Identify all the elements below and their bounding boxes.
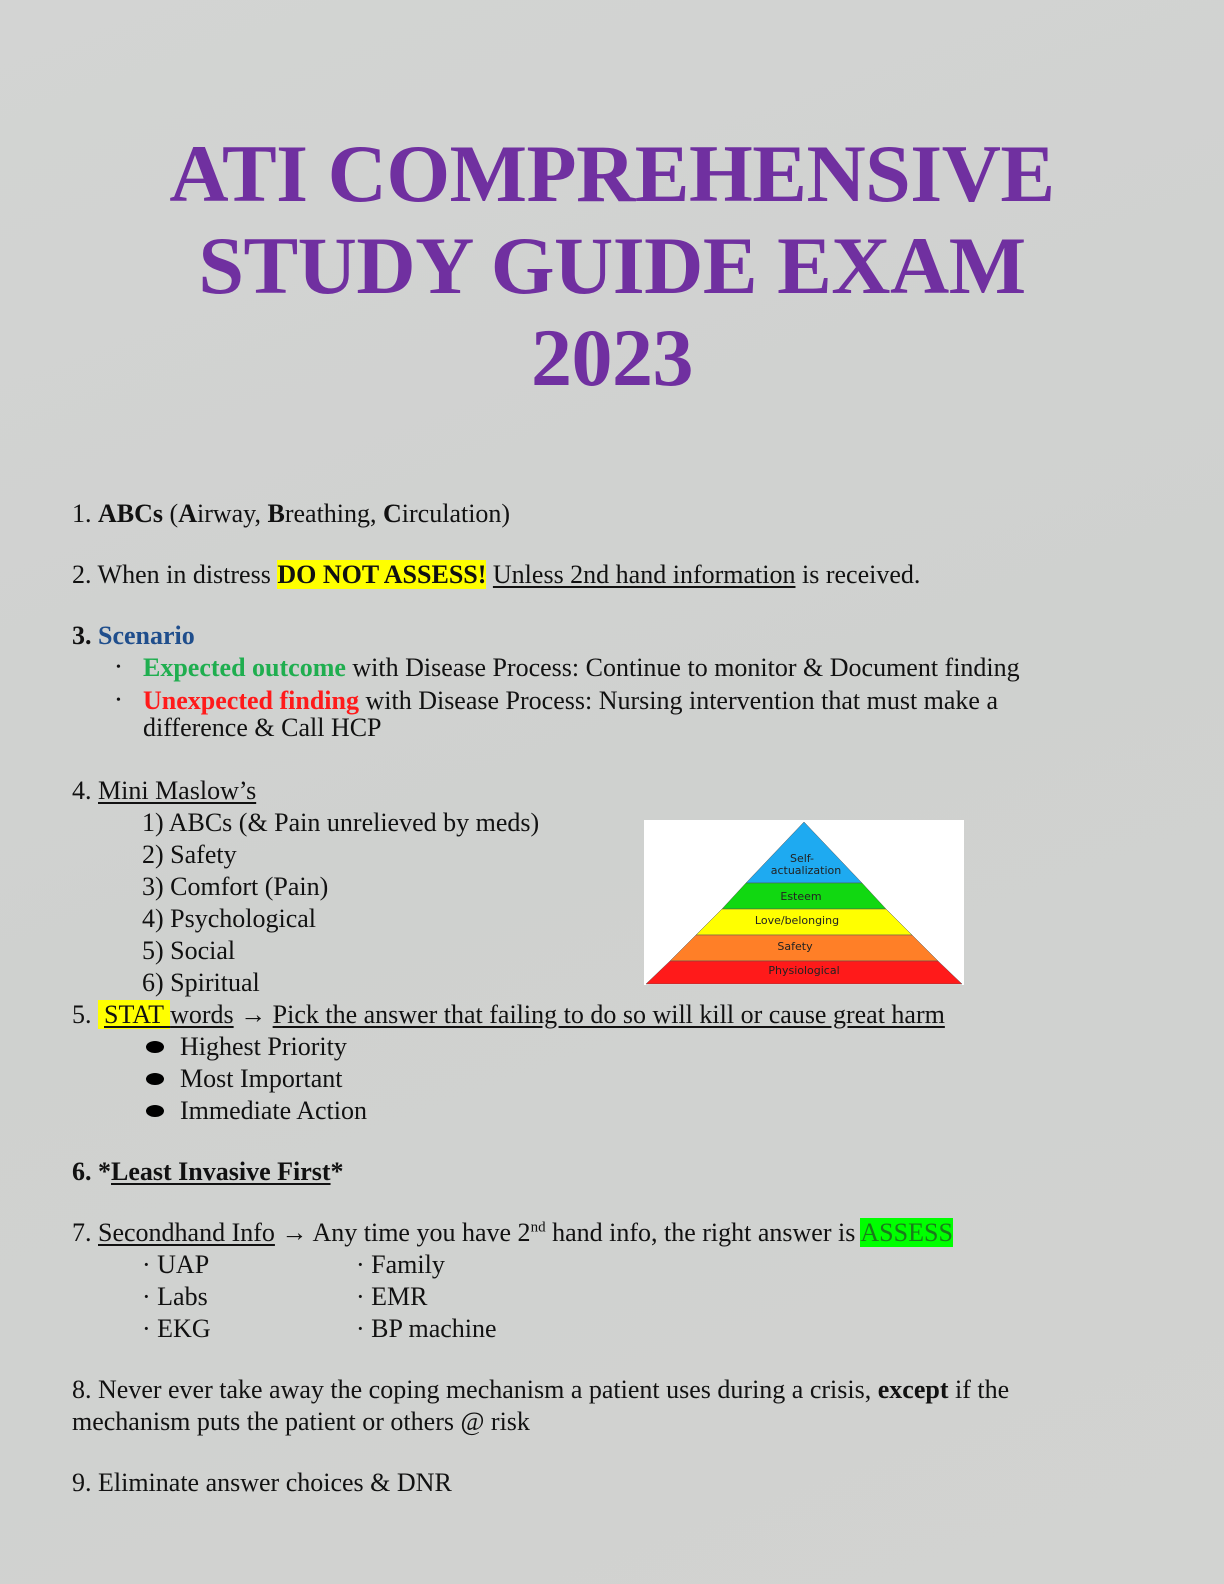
bullet-icon: [146, 1105, 164, 1117]
list-item: 1) ABCs (& Pain unrelieved by meds): [142, 808, 540, 837]
list-item: Immediate Action: [146, 1095, 1172, 1127]
pyramid-label: Safety: [777, 940, 813, 953]
do-not-assess-highlight: DO NOT ASSESS!: [277, 560, 487, 589]
bullet-icon: •: [116, 693, 121, 708]
item-3-heading: 3. Scenario: [72, 621, 195, 650]
item-7: 7. Secondhand Info → Any time you have 2nd hand info, the right answer is ASSESS: [72, 1218, 953, 1247]
secondhand-sources: [72, 1249, 1172, 1345]
title-line-1: ATI COMPREHENSIVE: [169, 128, 1055, 219]
pyramid-label: Esteem: [780, 890, 822, 903]
document-title: [0, 128, 1224, 404]
list-item: 6) Spiritual: [142, 968, 260, 997]
list-item: 3) Comfort (Pain): [142, 872, 329, 901]
study-guide-content: [72, 498, 1172, 1499]
bullet-icon: •: [116, 660, 121, 675]
list-item: 5) Social: [142, 936, 236, 965]
bullet-icon: [146, 1073, 164, 1085]
scenario-bullets: [116, 652, 1172, 741]
list-item: · BP machine: [356, 1314, 497, 1343]
item-1: 1. ABCs (Airway, Breathing, Circulation): [72, 499, 511, 528]
item-8-continued: mechanism puts the patient or others @ risk: [72, 1407, 530, 1436]
list-item: · Family: [356, 1250, 445, 1279]
maslow-list: [72, 807, 1172, 999]
list-item: Most Important: [146, 1063, 1172, 1095]
assess-highlight: ASSESS: [860, 1218, 953, 1247]
list-item: · EKG: [142, 1314, 211, 1343]
list-item: · EMR: [356, 1282, 428, 1311]
list-item: Highest Priority: [146, 1031, 1172, 1063]
list-item: · Labs: [142, 1282, 208, 1311]
list-item: 2) Safety: [142, 840, 237, 869]
item-4-heading: 4. Mini Maslow’s: [72, 776, 257, 805]
item-5: 5. STAT words → Pick the answer that failing to do so will kill or cause great harm: [72, 1000, 945, 1029]
list-item: • Unexpected finding with Disease Process: Nursing intervention that must make a difference & Call HCP: [116, 686, 999, 742]
pyramid-label: actualization: [770, 864, 842, 877]
item-2: 2. When in distress DO NOT ASSESS! Unless 2nd hand information is received.: [72, 560, 921, 589]
item-8: 8. Never ever take away the coping mechanism a patient uses during a crisis, except if the: [72, 1375, 1010, 1404]
maslow-pyramid-image: [644, 820, 964, 985]
list-item: · UAP: [142, 1250, 210, 1279]
stat-words-list: [146, 1031, 1172, 1127]
item-6: 6. *Least Invasive First*: [72, 1157, 344, 1186]
item-9: 9. Eliminate answer choices & DNR: [72, 1468, 452, 1497]
title-line-2: STUDY GUIDE EXAM: [198, 220, 1026, 311]
list-item: • Expected outcome with Disease Process: Continue to monitor & Document finding: [116, 653, 1020, 682]
bullet-icon: [146, 1041, 164, 1053]
list-item: 4) Psychological: [142, 904, 317, 933]
stat-highlight: STAT: [98, 1000, 170, 1029]
title-line-3: 2023: [531, 312, 693, 403]
pyramid-label: Physiological: [768, 964, 840, 977]
pyramid-label: Self-: [789, 852, 815, 865]
pyramid-label: Love/belonging: [754, 914, 840, 927]
